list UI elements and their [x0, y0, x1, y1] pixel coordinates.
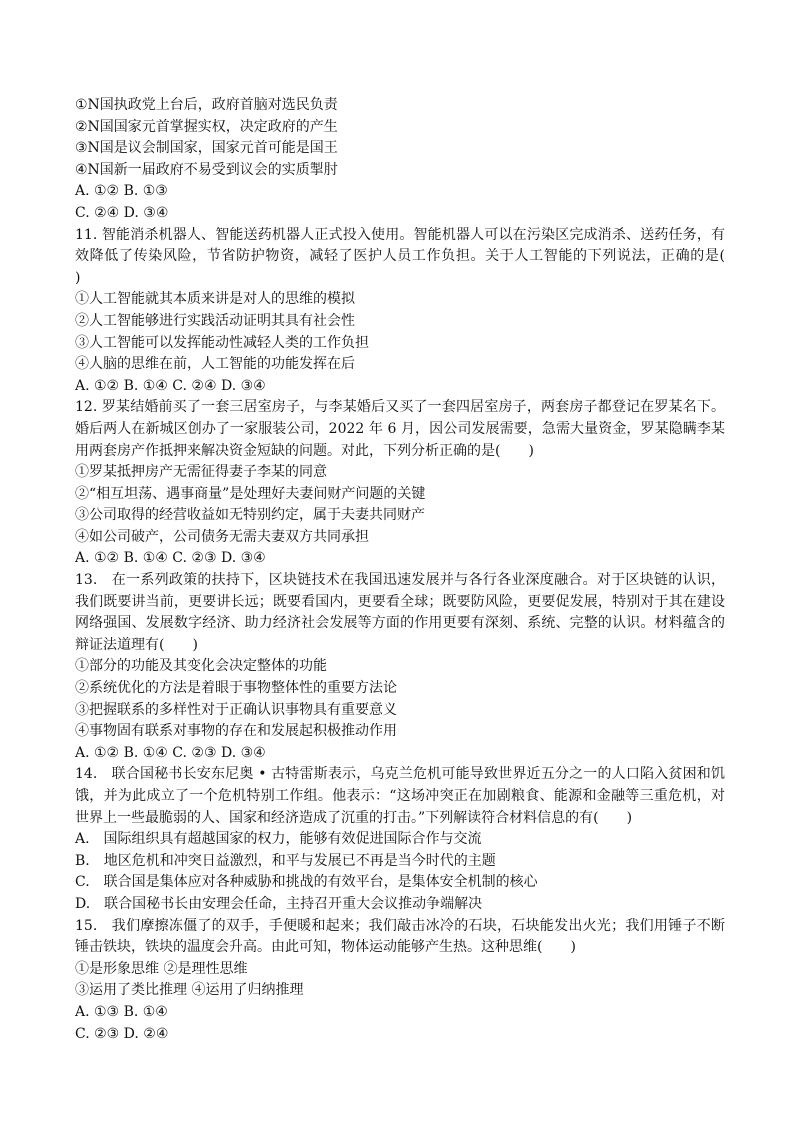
q12-option-3: ③公司取得的经营收益如无特别约定，属于夫妻共同财产 — [75, 507, 425, 524]
q11-answers: A. ①② B. ①④ C. ②④ D. ③④ — [75, 377, 266, 394]
q15-stem: 15. 我们摩擦冻僵了的双手，手便暖和起来；我们敲击冰冷的石块，石块能发出火光；我们用锤子不断锤击铁块，铁块的温度会升高。由此可知，物体运动能够产生热。这种思维( ) — [75, 917, 725, 956]
q11-option-1: ①人工智能就其本质来讲是对人的思维的模拟 — [75, 291, 355, 308]
q13-stem: 13. 在一系列政策的扶持下，区块链技术在我国迅速发展并与各行各业深度融合。对于区块链的认识，我们既要讲当前，更要讲长远；既要看国内，更要看全球；既要防风险，更要促发展，特别对于其在建设网络强国、发展数字经济、助力经济社会发展等方面的作用更要有深刻、系统、完整的认识。材料蕴含的辩证法道理有( ) — [75, 572, 725, 653]
q11-option-3: ③人工智能可以发挥能动性减轻人类的工作负担 — [75, 334, 369, 351]
q12-answers: A. ①② B. ①④ C. ②③ D. ③④ — [75, 550, 266, 567]
q10-option-3: ③N国是议会制国家，国家元首可能是国王 — [75, 140, 338, 157]
q10-answers-row-2: C. ②④ D. ③④ — [75, 204, 169, 221]
q13-option-4: ④事物固有联系对事物的存在和发展起积极推动作用 — [75, 723, 397, 740]
q10-option-4: ④N国新一届政府不易受到议会的实质掣肘 — [75, 161, 338, 178]
q15-options-row-2: ③运用了类比推理 ④运用了归纳推理 — [75, 982, 304, 999]
q14-option-b: B. 地区危机和冲突日益激烈，和平与发展已不再是当今时代的主题 — [75, 852, 496, 869]
q14-option-a: A. 国际组织具有超越国家的权力，能够有效促进国际合作与交流 — [75, 831, 482, 848]
q12-option-1: ①罗某抵押房产无需征得妻子李某的同意 — [75, 464, 327, 481]
q14-stem: 14. 联合国秘书长安东尼奥 • 古特雷斯表示，乌克兰危机可能导致世界近五分之一的人口陷入贫困和饥饿，并为此成立了一个危机特别工作组。他表示：“这场冲突正在加剧粮食、能源和金融等三重危机，对世界上一些最脆弱的人、国家和经济造成了沉重的打击。”下列解读符合材料信息的有( ) — [75, 766, 725, 826]
q15-options-row-1: ①是形象思维 ②是理性思维 — [75, 960, 248, 977]
q11-option-4: ④人脑的思维在前，人工智能的功能发挥在后 — [75, 356, 355, 373]
q15-answers-row-1: A. ①③ B. ①④ — [75, 1003, 168, 1020]
q13-option-3: ③把握联系的多样性对于正确认识事物具有重要意义 — [75, 701, 397, 718]
q13-answers: A. ①② B. ①④ C. ②③ D. ③④ — [75, 744, 266, 761]
q14-option-c: C. 联合国是集体应对各种威胁和挑战的有效平台，是集体安全机制的核心 — [75, 874, 538, 891]
q10-answers-row-1: A. ①② B. ①③ — [75, 183, 168, 200]
page-content — [75, 95, 753, 1045]
q12-option-4: ④如公司破产，公司债务无需夫妻双方共同承担 — [75, 528, 369, 545]
q10-option-2: ②N国国家元首掌握实权，决定政府的产生 — [75, 118, 338, 135]
q13-option-1: ①部分的功能及其变化会决定整体的功能 — [75, 658, 327, 675]
q15-answers-row-2: C. ②③ D. ②④ — [75, 1025, 169, 1042]
q11-stem: 11. 智能消杀机器人、智能送药机器人正式投入使用。智能机器人可以在污染区完成消杀、送药任务，有效降低了传染风险，节省防护物资，减轻了医护人员工作负担。关于人工智能的下列说法，正确的是( ) — [75, 226, 753, 286]
q14-option-d: D. 联合国秘书长由安理会任命，主持召开重大会议推动争端解决 — [75, 895, 483, 912]
q12-option-2: ②“相互坦荡、遇事商量”是处理好夫妻间财产问题的关键 — [75, 485, 426, 502]
q12-stem: 12. 罗某结婚前买了一套三居室房子，与李某婚后又买了一套四居室房子，两套房子都登记在罗某名下。婚后两人在新城区创办了一家服装公司，2022 年 6 月，因公司发展需要，急需大量资金，罗某隐瞒李某用两套房产作抵押来解决资金短缺的问题。对此，下列分析正确的是( ) — [75, 399, 725, 459]
q10-option-1: ①N国执政党上台后，政府首脑对选民负责 — [75, 97, 338, 113]
q13-option-2: ②系统优化的方法是着眼于事物整体性的重要方法论 — [75, 680, 397, 697]
q11-option-2: ②人工智能够进行实践活动证明其具有社会性 — [75, 312, 355, 329]
